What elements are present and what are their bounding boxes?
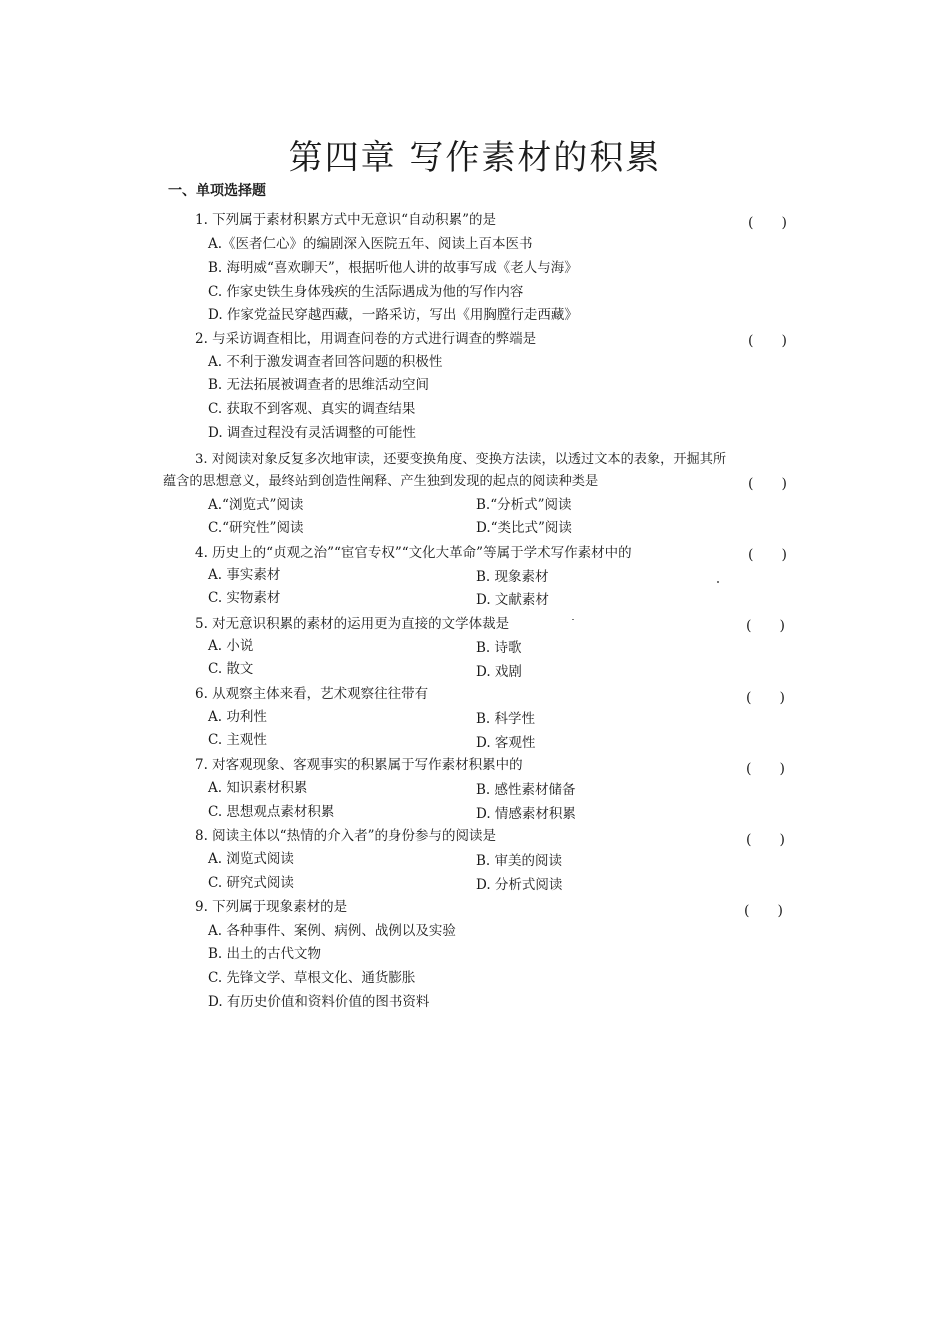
question-2-option-a: A. 不利于激发调查者回答问题的积极性 — [208, 354, 443, 370]
question-2-option-d: D. 调查过程没有灵活调整的可能性 — [208, 425, 416, 441]
question-6-option-d: D. 客观性 — [476, 735, 536, 751]
question-9-stem: 9. 下列属于现象素材的是 — [195, 899, 348, 915]
question-5-stem: 5. 对无意识积累的素材的运用更为直接的文学体裁是 — [195, 616, 510, 632]
question-6-option-c: C. 主观性 — [208, 732, 267, 748]
question-6-option-b: B. 科学性 — [476, 711, 536, 727]
answer-blank-5[interactable]: ( ) — [746, 618, 785, 634]
answer-blank-3[interactable]: ( ) — [748, 476, 787, 492]
question-3-option-b: B.“分析式”阅读 — [476, 497, 572, 513]
chapter-title: 第四章 写作素材的积累 — [288, 138, 662, 178]
question-7-option-d: D. 情感素材积累 — [476, 806, 576, 822]
question-5-option-d: D. 戏剧 — [476, 664, 522, 680]
scan-speck — [572, 619, 574, 620]
answer-blank-8[interactable]: ( ) — [746, 832, 785, 848]
question-8-option-a: A. 浏览式阅读 — [208, 851, 294, 867]
question-4-stem: 4. 历史上的“贞观之治”“宦官专权”“文化大革命”等属于学术写作素材中的 — [195, 545, 632, 561]
question-5-option-a: A. 小说 — [208, 638, 254, 654]
question-8-stem: 8. 阅读主体以“热情的介入者”的身份参与的阅读是 — [195, 828, 496, 844]
question-9-option-b: B. 出土的古代文物 — [208, 946, 322, 962]
answer-blank-9[interactable]: ( ) — [744, 903, 783, 919]
question-9-option-c: C. 先锋文学、草根文化、通货膨胀 — [208, 970, 416, 986]
question-7-option-a: A. 知识素材积累 — [208, 780, 308, 796]
question-7-option-c: C. 思想观点素材积累 — [208, 804, 335, 820]
question-4-option-b: B. 现象素材 — [476, 569, 549, 585]
question-7-stem: 7. 对客观现象、客观事实的积累属于写作素材积累中的 — [195, 757, 523, 773]
question-3-option-a: A.“浏览式”阅读 — [208, 497, 304, 513]
scan-speck — [717, 581, 719, 583]
question-1-option-c: C. 作家史铁生身体残疾的生活际遇成为他的写作内容 — [208, 284, 524, 300]
answer-blank-1[interactable]: ( ) — [748, 215, 787, 231]
question-6-stem: 6. 从观察主体来看，艺术观察往往带有 — [195, 686, 429, 702]
question-2-option-c: C. 获取不到客观、真实的调查结果 — [208, 401, 416, 417]
question-8-option-c: C. 研究式阅读 — [208, 875, 294, 891]
question-2-option-b: B. 无法拓展被调查者的思维活动空间 — [208, 377, 430, 393]
question-1-option-b: B. 海明威“喜欢聊天”，根据听他人讲的故事写成《老人与海》 — [208, 260, 578, 276]
question-7-option-b: B. 感性素材储备 — [476, 782, 576, 798]
question-4-option-d: D. 文献素材 — [476, 592, 549, 608]
answer-blank-2[interactable]: ( ) — [748, 333, 787, 349]
question-6-option-a: A. 功利性 — [208, 709, 267, 725]
section-heading: 一、单项选择题 — [168, 183, 266, 199]
question-5-option-c: C. 散文 — [208, 661, 254, 677]
question-1-stem: 1. 下列属于素材积累方式中无意识“自动积累”的是 — [195, 212, 496, 228]
question-4-option-c: C. 实物素材 — [208, 590, 281, 606]
answer-blank-7[interactable]: ( ) — [746, 761, 785, 777]
question-1-option-d: D. 作家党益民穿越西藏，一路采访，写出《用胸膛行走西藏》 — [208, 307, 578, 323]
question-2-stem: 2. 与采访调查相比，用调查问卷的方式进行调查的弊端是 — [195, 331, 537, 347]
question-9-option-d: D. 有历史价值和资料价值的图书资料 — [208, 994, 430, 1010]
answer-blank-6[interactable]: ( ) — [746, 690, 785, 706]
question-5-option-b: B. 诗歌 — [476, 640, 522, 656]
question-3-stem: 3. 对阅读对象反复多次地审读，还要变换角度、变换方法读，以透过文本的表象，开掘其所 — [195, 452, 727, 467]
question-3-stem-continued: 蕴含的思想意义，最终站到创造性阐释、产生独到发现的起点的阅读种类是 — [163, 474, 599, 489]
question-8-option-b: B. 审美的阅读 — [476, 853, 563, 869]
question-8-option-d: D. 分析式阅读 — [476, 877, 563, 893]
answer-blank-4[interactable]: ( ) — [748, 547, 787, 563]
question-4-option-a: A. 事实素材 — [208, 567, 281, 583]
question-3-option-d: D.“类比式”阅读 — [476, 520, 572, 536]
question-9-option-a: A. 各种事件、案例、病例、战例以及实验 — [208, 923, 456, 939]
question-3-option-c: C.“研究性”阅读 — [208, 520, 304, 536]
question-1-option-a: A.《医者仁心》的编剧深入医院五年、阅读上百本医书 — [208, 236, 533, 252]
